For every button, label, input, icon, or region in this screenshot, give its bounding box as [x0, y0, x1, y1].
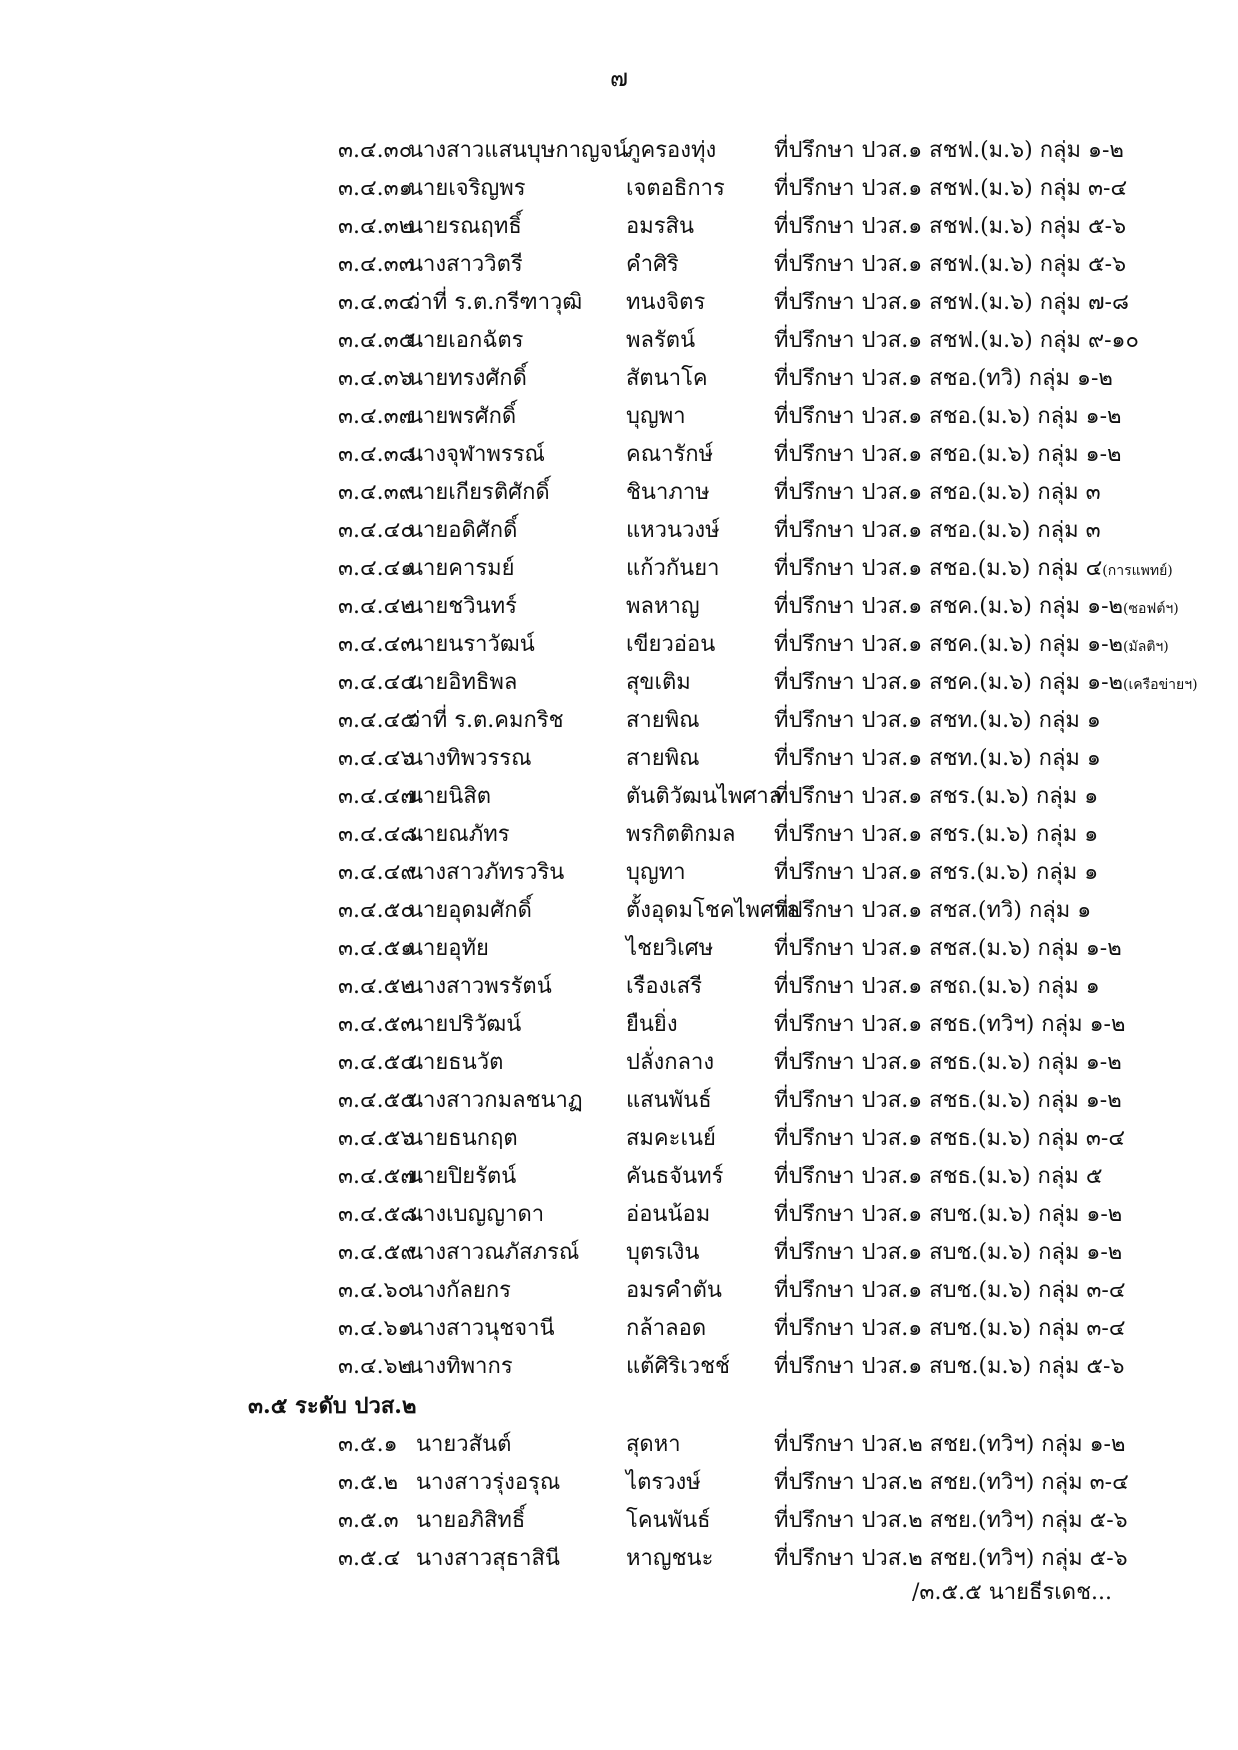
advisor-assignment-text: ที่ปรึกษา ปวส.๑ สชธ.(ม.๖) กลุ่ม ๑-๒ — [774, 1050, 1122, 1075]
advisor-assignment — [774, 1158, 1103, 1196]
advisor-assignment — [774, 626, 1169, 666]
advisor-row — [0, 588, 1238, 626]
advisor-first-name: นายปริวัฒน์ — [408, 1012, 522, 1037]
advisor-last-name: อมรสิน — [626, 214, 694, 239]
advisor-assignment-text: ที่ปรึกษา ปวส.๑ สชอ.(ทวิ) กลุ่ม ๑-๒ — [774, 366, 1113, 391]
advisor-assignment-text: ที่ปรึกษา ปวส.๑ สชฟ.(ม.๖) กลุ่ม ๓-๔ — [774, 176, 1128, 201]
advisor-assignment — [774, 702, 1101, 740]
advisor-code: ๓.๔.๔๘ — [338, 822, 418, 847]
advisor-last-name: สุขเติม — [626, 670, 691, 695]
advisor-first-name: นายทรงศักดิ์ — [408, 366, 527, 391]
advisor-row — [0, 1120, 1238, 1158]
advisor-last-name: คณารักษ์ — [626, 442, 714, 467]
advisor-code: ๓.๔.๔๒ — [338, 594, 415, 619]
advisor-last-name: หาญชนะ — [626, 1546, 714, 1571]
advisor-row — [0, 360, 1238, 398]
advisor-code: ๓.๔.๕๓ — [338, 1012, 416, 1037]
advisor-row — [0, 854, 1238, 892]
advisor-last-name: ปลั่งกลาง — [626, 1050, 715, 1075]
advisor-code: ๓.๔.๖๑ — [338, 1316, 412, 1341]
advisor-assignment-text: ที่ปรึกษา ปวส.๑ สบช.(ม.๖) กลุ่ม ๓-๔ — [774, 1316, 1126, 1341]
advisor-assignment-text: ที่ปรึกษา ปวส.๑ สชอ.(ม.๖) กลุ่ม ๓ — [774, 480, 1101, 505]
advisor-last-name: ทนงจิตร — [626, 290, 706, 315]
advisor-row — [0, 1464, 1238, 1502]
advisor-assignment — [774, 892, 1091, 930]
advisor-row — [0, 1426, 1238, 1464]
advisor-row — [0, 892, 1238, 930]
continuation-note: /๓.๕.๕ นายธีรเดช... — [912, 1580, 1112, 1605]
advisor-last-name: เจตอธิการ — [626, 176, 725, 201]
advisor-last-name: เรืองเสรี — [626, 974, 703, 999]
advisor-list-pvs2 — [0, 1426, 1238, 1578]
advisor-last-name: พรกิตติกมล — [626, 822, 736, 847]
advisor-first-name: นางสาวแสนบุษกาญจน์ — [408, 138, 628, 163]
advisor-assignment-text: ที่ปรึกษา ปวส.๑ สชฟ.(ม.๖) กลุ่ม ๕-๖ — [774, 252, 1127, 277]
advisor-assignment-text: ที่ปรึกษา ปวส.๑ สชธ.(ทวิฯ) กลุ่ม ๑-๒ — [774, 1012, 1126, 1037]
advisor-assignment-text: ที่ปรึกษา ปวส.๑ สชธ.(ม.๖) กลุ่ม ๓-๔ — [774, 1126, 1125, 1151]
advisor-assignment-text: ที่ปรึกษา ปวส.๒ สชย.(ทวิฯ) กลุ่ม ๕-๖ — [774, 1508, 1128, 1533]
advisor-assignment — [774, 1044, 1122, 1082]
advisor-row — [0, 1540, 1238, 1578]
advisor-row — [0, 930, 1238, 968]
advisor-code: ๓.๔.๔๔ — [338, 670, 417, 695]
advisor-code: ๓.๔.๓๑ — [338, 176, 413, 201]
advisor-code: ๓.๔.๓๕ — [338, 328, 416, 353]
advisor-assignment-text: ที่ปรึกษา ปวส.๑ สชฟ.(ม.๖) กลุ่ม ๙-๑๐ — [774, 328, 1139, 353]
advisor-first-name: นายปิยรัตน์ — [408, 1164, 517, 1189]
advisor-code: ๓.๔.๕๙ — [338, 1240, 417, 1265]
advisor-assignment-text: ที่ปรึกษา ปวส.๑ สชส.(ทวิ) กลุ่ม ๑ — [774, 898, 1092, 923]
advisor-code: ๓.๕.๓ — [338, 1508, 399, 1533]
advisor-code: ๓.๔.๔๖ — [338, 746, 415, 771]
advisor-first-name: นางสาวภัทรวริน — [408, 860, 565, 885]
advisor-row — [0, 1272, 1238, 1310]
advisor-row — [0, 626, 1238, 664]
advisor-first-name: นายอิทธิพล — [408, 670, 518, 695]
advisor-first-name: นายอภิสิทธิ์ — [416, 1508, 526, 1533]
advisor-first-name: ว่าที่ ร.ต.คมกริช — [408, 708, 564, 733]
advisor-code: ๓.๔.๓๘ — [338, 442, 416, 467]
advisor-first-name: นายธนวัต — [408, 1050, 504, 1075]
advisor-first-name: นายนราวัฒน์ — [408, 632, 535, 657]
page-number: ๗ — [609, 64, 629, 92]
advisor-row — [0, 474, 1238, 512]
advisor-code: ๓.๔.๓๒ — [338, 214, 414, 239]
advisor-assignment — [774, 208, 1126, 246]
advisor-row — [0, 778, 1238, 816]
section-heading — [0, 1386, 1238, 1426]
advisor-assignment — [774, 398, 1122, 436]
advisor-assignment — [774, 1272, 1126, 1310]
advisor-last-name: พลหาญ — [626, 594, 700, 619]
advisor-code: ๓.๔.๓๔ — [338, 290, 416, 315]
advisor-last-name: แสนพันธ์ — [626, 1088, 712, 1113]
advisor-row — [0, 968, 1238, 1006]
advisor-code: ๓.๔.๕๒ — [338, 974, 415, 999]
advisor-assignment — [774, 1310, 1126, 1348]
advisor-code: ๓.๔.๔๐ — [338, 518, 414, 543]
advisor-list — [0, 132, 1238, 1578]
advisor-first-name: นางกัลยกร — [408, 1278, 511, 1303]
advisor-assignment — [774, 132, 1124, 170]
advisor-first-name: นางสาวกมลชนาฏ — [408, 1088, 583, 1113]
advisor-code: ๓.๔.๕๖ — [338, 1126, 415, 1151]
advisor-last-name: สายพิณ — [626, 708, 700, 733]
advisor-assignment-text: ที่ปรึกษา ปวส.๒ สชย.(ทวิฯ) กลุ่ม ๓-๔ — [774, 1470, 1129, 1495]
advisor-first-name: นางสาวพรรัตน์ — [408, 974, 552, 999]
advisor-first-name: นางสาวสุธาสินี — [416, 1546, 560, 1571]
advisor-first-name: นางสาวนุชจานี — [408, 1316, 555, 1341]
advisor-code: ๓.๔.๔๕ — [338, 708, 417, 733]
advisor-first-name: นางจุฬาพรรณ์ — [408, 442, 545, 467]
advisor-code: ๓.๔.๔๗ — [338, 784, 417, 809]
advisor-assignment-text: ที่ปรึกษา ปวส.๒ สชย.(ทวิฯ) กลุ่ม ๑-๒ — [774, 1432, 1126, 1457]
advisor-first-name: นายเอกฉัตร — [408, 328, 524, 353]
advisor-assignment-note: (การแพทย์) — [1102, 563, 1173, 579]
advisor-assignment-text: ที่ปรึกษา ปวส.๑ สชท.(ม.๖) กลุ่ม ๑ — [774, 746, 1101, 771]
advisor-list-pvs1 — [0, 132, 1238, 1386]
advisor-last-name: ภูครองทุ่ง — [626, 138, 717, 163]
advisor-code: ๓.๕.๔ — [338, 1546, 401, 1571]
advisor-first-name: นายณภัทร — [408, 822, 510, 847]
advisor-assignment — [774, 512, 1101, 550]
advisor-row — [0, 1502, 1238, 1540]
advisor-first-name: นางเบญญาดา — [408, 1202, 545, 1227]
advisor-first-name: นางสาวรุ่งอรุณ — [416, 1470, 561, 1495]
advisor-code: ๓.๔.๖๐ — [338, 1278, 412, 1303]
advisor-assignment-text: ที่ปรึกษา ปวส.๑ สบช.(ม.๖) กลุ่ม ๑-๒ — [774, 1240, 1123, 1265]
advisor-first-name: นายธนกฤต — [408, 1126, 518, 1151]
advisor-last-name: แต้ศิริเวชช์ — [626, 1354, 730, 1379]
advisor-assignment — [774, 322, 1139, 360]
advisor-assignment-text: ที่ปรึกษา ปวส.๑ สชร.(ม.๖) กลุ่ม ๑ — [774, 784, 1099, 809]
advisor-row — [0, 436, 1238, 474]
advisor-assignment-text: ที่ปรึกษา ปวส.๑ สชถ.(ม.๖) กลุ่ม ๑ — [774, 974, 1100, 999]
advisor-last-name: ยืนยิ่ง — [626, 1012, 678, 1037]
advisor-last-name: ไตรวงษ์ — [626, 1470, 701, 1495]
advisor-last-name: อมรคำตัน — [626, 1278, 722, 1303]
advisor-last-name: ตั้งอุดมโชคไพศาล — [626, 898, 800, 923]
advisor-last-name: บุญทา — [626, 860, 686, 885]
advisor-assignment — [774, 778, 1098, 816]
advisor-last-name: สุดหา — [626, 1432, 681, 1457]
advisor-assignment — [774, 550, 1173, 590]
advisor-assignment-text: ที่ปรึกษา ปวส.๑ สชอ.(ม.๖) กลุ่ม ๔ — [774, 556, 1103, 581]
advisor-assignment-text: ที่ปรึกษา ปวส.๑ สชค.(ม.๖) กลุ่ม ๑-๒ — [774, 670, 1124, 695]
advisor-first-name: นายเกียรติศักดิ์ — [408, 480, 550, 505]
advisor-assignment — [774, 1540, 1128, 1578]
advisor-code: ๓.๔.๓๖ — [338, 366, 413, 391]
advisor-code: ๓.๕.๑ — [338, 1432, 398, 1457]
advisor-assignment-text: ที่ปรึกษา ปวส.๑ สชร.(ม.๖) กลุ่ม ๑ — [774, 822, 1099, 847]
advisor-assignment-text: ที่ปรึกษา ปวส.๑ สชอ.(ม.๖) กลุ่ม ๓ — [774, 518, 1101, 543]
advisor-assignment-text: ที่ปรึกษา ปวส.๑ สบช.(ม.๖) กลุ่ม ๓-๔ — [774, 1278, 1126, 1303]
advisor-assignment — [774, 1082, 1122, 1120]
advisor-first-name: นายเจริญพร — [408, 176, 526, 201]
advisor-last-name: บุตรเงิน — [626, 1240, 700, 1265]
advisor-assignment-text: ที่ปรึกษา ปวส.๑ สชท.(ม.๖) กลุ่ม ๑ — [774, 708, 1101, 733]
advisor-code: ๓.๔.๓๙ — [338, 480, 415, 505]
advisor-code: ๓.๔.๕๔ — [338, 1050, 417, 1075]
advisor-assignment — [774, 1234, 1122, 1272]
advisor-assignment-text: ที่ปรึกษา ปวส.๒ สชย.(ทวิฯ) กลุ่ม ๕-๖ — [774, 1546, 1128, 1571]
advisor-row — [0, 1082, 1238, 1120]
advisor-assignment-text: ที่ปรึกษา ปวส.๑ สบช.(ม.๖) กลุ่ม ๑-๒ — [774, 1202, 1123, 1227]
advisor-code: ๓.๔.๖๒ — [338, 1354, 413, 1379]
advisor-first-name: นางทิพากร — [408, 1354, 513, 1379]
advisor-row — [0, 398, 1238, 436]
advisor-row — [0, 1234, 1238, 1272]
advisor-first-name: นายอดิศักดิ์ — [408, 518, 518, 543]
advisor-assignment-text: ที่ปรึกษา ปวส.๑ สชอ.(ม.๖) กลุ่ม ๑-๒ — [774, 404, 1122, 429]
advisor-last-name: แหวนวงษ์ — [626, 518, 720, 543]
advisor-code: ๓.๔.๕๘ — [338, 1202, 418, 1227]
advisor-assignment — [774, 854, 1098, 892]
advisor-assignment-note: (เครือข่ายฯ) — [1123, 677, 1198, 693]
advisor-assignment — [774, 170, 1127, 208]
advisor-assignment — [774, 1120, 1125, 1158]
advisor-code: ๓.๔.๓๗ — [338, 404, 416, 429]
advisor-code: ๓.๔.๕๐ — [338, 898, 414, 923]
advisor-code: ๓.๔.๓๓ — [338, 252, 414, 277]
advisor-first-name: นางทิพวรรณ — [408, 746, 532, 771]
advisor-last-name: คำศิริ — [626, 252, 679, 277]
advisor-row — [0, 1196, 1238, 1234]
advisor-row — [0, 1044, 1238, 1082]
advisor-assignment — [774, 816, 1098, 854]
advisor-last-name: เขียวอ่อน — [626, 632, 716, 657]
advisor-first-name: นายอุดมศักดิ์ — [408, 898, 532, 923]
advisor-last-name: อ่อนน้อม — [626, 1202, 711, 1227]
advisor-assignment-text: ที่ปรึกษา ปวส.๑ สชค.(ม.๖) กลุ่ม ๑-๒ — [774, 594, 1124, 619]
advisor-assignment — [774, 246, 1126, 284]
advisor-first-name: นางสาววิตรี — [408, 252, 523, 277]
advisor-last-name: ตันติวัฒนไพศาล — [626, 784, 783, 809]
advisor-code: ๓.๔.๓๐ — [338, 138, 413, 163]
advisor-row — [0, 512, 1238, 550]
advisor-first-name: นางสาวณภัสภรณ์ — [408, 1240, 580, 1265]
advisor-assignment — [774, 474, 1101, 512]
advisor-last-name: ชินาภาษ — [626, 480, 710, 505]
advisor-assignment — [774, 664, 1198, 704]
advisor-last-name: สัตนาโค — [626, 366, 708, 391]
advisor-row — [0, 1310, 1238, 1348]
advisor-assignment-note: (ซอฟต์ฯ) — [1123, 601, 1179, 617]
advisor-last-name: พลรัตน์ — [626, 328, 696, 353]
advisor-assignment-text: ที่ปรึกษา ปวส.๑ สชธ.(ม.๖) กลุ่ม ๕ — [774, 1164, 1103, 1189]
advisor-assignment-text: ที่ปรึกษา ปวส.๑ สชธ.(ม.๖) กลุ่ม ๑-๒ — [774, 1088, 1122, 1113]
advisor-assignment-text: ที่ปรึกษา ปวส.๑ สชส.(ม.๖) กลุ่ม ๑-๒ — [774, 936, 1122, 961]
advisor-assignment — [774, 1502, 1128, 1540]
advisor-row — [0, 284, 1238, 322]
advisor-code: ๓.๔.๔๙ — [338, 860, 417, 885]
advisor-code: ๓.๔.๕๗ — [338, 1164, 417, 1189]
advisor-assignment — [774, 1426, 1126, 1464]
advisor-first-name: นายอุทัย — [408, 936, 489, 961]
advisor-first-name: นายนิสิต — [408, 784, 492, 809]
advisor-row — [0, 170, 1238, 208]
advisor-row — [0, 816, 1238, 854]
advisor-assignment-text: ที่ปรึกษา ปวส.๑ สชฟ.(ม.๖) กลุ่ม ๗-๘ — [774, 290, 1129, 315]
advisor-first-name: นายวสันต์ — [416, 1432, 512, 1457]
advisor-assignment — [774, 1348, 1124, 1386]
advisor-row — [0, 246, 1238, 284]
advisor-first-name: นายพรศักดิ์ — [408, 404, 517, 429]
advisor-row — [0, 132, 1238, 170]
advisor-row — [0, 740, 1238, 778]
advisor-row — [0, 702, 1238, 740]
advisor-first-name: นายคารมย์ — [408, 556, 515, 581]
advisor-first-name: ว่าที่ ร.ต.กรีฑาวุฒิ — [408, 290, 583, 315]
advisor-last-name: กล้าลอด — [626, 1316, 707, 1341]
advisor-first-name: นายชวินทร์ — [408, 594, 517, 619]
advisor-assignment — [774, 1464, 1129, 1502]
advisor-code: ๓.๔.๕๕ — [338, 1088, 417, 1113]
advisor-assignment — [774, 1006, 1126, 1044]
advisor-row — [0, 1158, 1238, 1196]
advisor-last-name: คันธจันทร์ — [626, 1164, 724, 1189]
advisor-assignment — [774, 588, 1179, 628]
advisor-assignment-text: ที่ปรึกษา ปวส.๑ สชค.(ม.๖) กลุ่ม ๑-๒ — [774, 632, 1124, 657]
advisor-code: ๓.๔.๔๓ — [338, 632, 416, 657]
advisor-code: ๓.๔.๔๑ — [338, 556, 415, 581]
advisor-assignment — [774, 740, 1101, 778]
advisor-last-name: สายพิณ — [626, 746, 700, 771]
advisor-assignment — [774, 360, 1113, 398]
advisor-assignment — [774, 436, 1122, 474]
advisor-row — [0, 664, 1238, 702]
advisor-row — [0, 322, 1238, 360]
advisor-code: ๓.๕.๒ — [338, 1470, 399, 1495]
advisor-assignment — [774, 1196, 1122, 1234]
section-heading-text: ๓.๕ ระดับ ปวส.๒ — [248, 1393, 417, 1419]
advisor-last-name: โคนพันธ์ — [626, 1508, 711, 1533]
advisor-assignment — [774, 968, 1100, 1006]
advisor-row — [0, 550, 1238, 588]
advisor-row — [0, 208, 1238, 246]
advisor-assignment-text: ที่ปรึกษา ปวส.๑ สชฟ.(ม.๖) กลุ่ม ๑-๒ — [774, 138, 1124, 163]
advisor-assignment-note: (มัลติฯ) — [1123, 639, 1169, 655]
advisor-first-name: นายรณฤทธิ์ — [408, 214, 522, 239]
advisor-last-name: บุญพา — [626, 404, 686, 429]
advisor-assignment-text: ที่ปรึกษา ปวส.๑ สชฟ.(ม.๖) กลุ่ม ๕-๖ — [774, 214, 1127, 239]
advisor-assignment-text: ที่ปรึกษา ปวส.๑ สชอ.(ม.๖) กลุ่ม ๑-๒ — [774, 442, 1122, 467]
advisor-assignment — [774, 930, 1122, 968]
advisor-row — [0, 1348, 1238, 1386]
advisor-assignment — [774, 284, 1129, 322]
advisor-row — [0, 1006, 1238, 1044]
advisor-last-name: สมคะเนย์ — [626, 1126, 716, 1151]
advisor-code: ๓.๔.๕๑ — [338, 936, 415, 961]
advisor-last-name: ไชยวิเศษ — [626, 936, 714, 961]
advisor-assignment-text: ที่ปรึกษา ปวส.๑ สชร.(ม.๖) กลุ่ม ๑ — [774, 860, 1099, 885]
advisor-assignment-text: ที่ปรึกษา ปวส.๑ สบช.(ม.๖) กลุ่ม ๕-๖ — [774, 1354, 1125, 1379]
advisor-last-name: แก้วกันยา — [626, 556, 720, 581]
